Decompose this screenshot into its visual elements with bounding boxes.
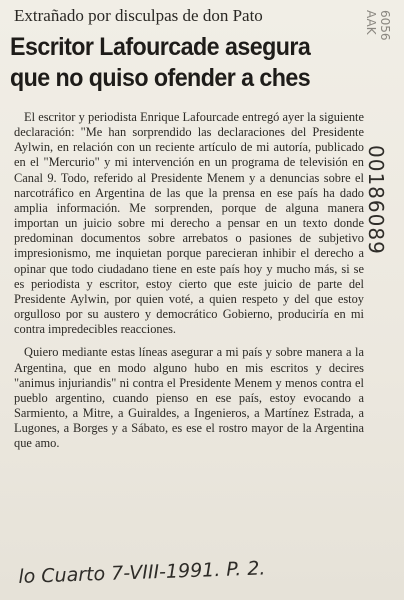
handwritten-margin-number: 00186089 <box>364 145 388 255</box>
handwritten-source-note: lo Cuarto 7-VIII-1991. P. 2. <box>18 557 266 588</box>
article-body <box>14 110 364 451</box>
headline-line-2: que no quiso ofender a ches <box>10 64 311 92</box>
article-paragraph-1: El escritor y periodista Enrique Lafourcade entregó ayer la siguiente declaración: "Me han sorprendido las declaraciones del Presidente Aylwin, en relación con un reciente artículo de mi autoría, publicado en el "Mercurio" y mi intervención en un programa de televisión en Canal 9. Todo, referido al Presidente Menem y a denuncias sobre el narcotráfico en Argentina de las que la prensa en ese país ha dado amplia información. Me sorprenden, porque de alguna manera importan un juicio sobre mi derecho a pensar en un texto donde predominan documentos sobre arrebatos o pasiones de subjetivo impresionismo, me inquietan porque parecieran inhibir el derecho a opinar que todo ciudadano tiene en este país hoy y mucho más, si se es periodista y escritor, estoy cierto que este juicio de parte del Presidente Aylwin, por quien voté, a quien respeto y del que estoy orgulloso por su austero y democrático Gobierno, produciría en mi contra impredecibles reacciones. <box>14 110 364 337</box>
headline-line-1: Escritor Lafourcade asegura <box>10 33 311 61</box>
article-kicker: Extrañado por disculpas de don Pato <box>14 6 263 25</box>
article-paragraph-2: Quiero mediante estas líneas asegurar a mi país y sobre manera a la Argentina, que en modo alguno hubo en mis escritos y decires "animus injuriandis" ni contra el Presidente Menem y menos contra el pueblo argentino, cuando pienso en ese país, estoy evocando a Sarmiento, a Mitre, a Guiraldes, a Ingenieros, a Martínez Estrada, a Lugones, a Borges y a Sábato, es ese el rostro mayor de la Argentina que amo. <box>14 345 364 451</box>
handwritten-catalog-code: 6056 AAK <box>364 10 392 41</box>
